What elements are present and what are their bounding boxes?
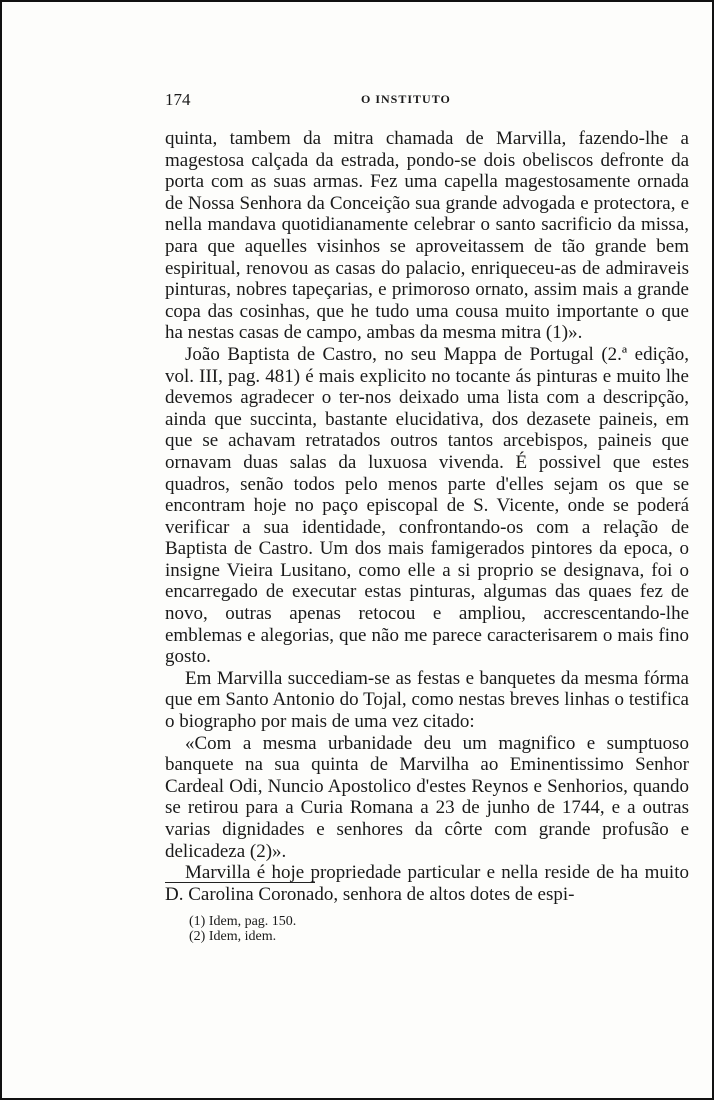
footnote-divider <box>165 882 315 883</box>
running-title: O INSTITUTO <box>361 92 451 106</box>
body-text <box>165 128 689 905</box>
footnotes <box>189 914 489 944</box>
footnote-1: (1) Idem, pag. 150. <box>189 914 297 929</box>
paragraph-castro: João Baptista de Castro, no seu Mappa de Portugal (2.ª edição, vol. III, pag. 481) é mais explicito no tocante ás pinturas e muito lhe devemos agradecer o ter-nos deixado uma lista com a descripção, ainda que succinta, bastante elucidativa, dos dezasete paineis, em que se achavam retratados outros tantos arcebispos, paineis que ornavam duas salas da luxuosa vivenda. É possivel que estes quadros, senão todos pelo menos parte d'elles sejam os que se encontram hoje no paço episcopal de S. Vicente, onde se poderá verificar a sua identidade, confrontando-os com a relação de Baptista de Castro. Um dos mais famigerados pintores da epoca, o insigne Vieira Lusitano, como elle a si proprio se designava, foi o encarregado de executar estas pinturas, algumas das quaes fez de novo, outras apenas retocou e ampliou, accrescentando-lhe emblemas e alegorias, que não me parece caracterisarem o mais fino gosto. <box>165 343 689 668</box>
paragraph-festas: Em Marvilla succediam-se as festas e banquetes da mesma fórma que em Santo Antonio do Tojal, como nestas breves linhas o testifica o biographo por mais de uma vez citado: <box>165 667 689 733</box>
paragraph-marvilla-today: Marvilla é hoje propriedade particular e nella reside de ha muito D. Carolina Coronado, senhora de altos dotes de espi- <box>165 862 689 905</box>
page-number: 174 <box>165 90 191 109</box>
page-header <box>165 90 585 114</box>
paragraph-continuation: quinta, tambem da mitra chamada de Marvilla, fazendo-lhe a magestosa calçada da estrada, pondo-se dois obeliscos defronte da porta com as suas armas. Fez uma capella magestosamente ornada de Nossa Senhora da Conceição sua grande advogada e protectora, e nella mandava quotidianamente celebrar o santo sacrificio da missa, para que aquelles visinhos se aproveitassem de tão grande bem espiritual, renovou as casas do palacio, enriqueceu-as de admiraveis pinturas, nobres tapeçarias, e primoroso ornato, assim mais a grande copa das cosinhas, que he tudo uma cousa muito importante o que ha nestas casas de campo, ambas da mesma mitra (1)». <box>165 128 689 344</box>
footnote-2: (2) Idem, idem. <box>189 929 277 944</box>
paragraph-quote: «Com a mesma urbanidade deu um magnifico e sumptuoso banquete na sua quinta de Marvilha ao Eminentissimo Senhor Cardeal Odi, Nuncio Apostolico d'estes Reynos e Senhorios, quando se retirou para a Curia Romana a 23 de junho de 1744, e a outras varias dignidades e senhores da côrte com grande profusão e delicadeza (2)». <box>165 732 689 862</box>
